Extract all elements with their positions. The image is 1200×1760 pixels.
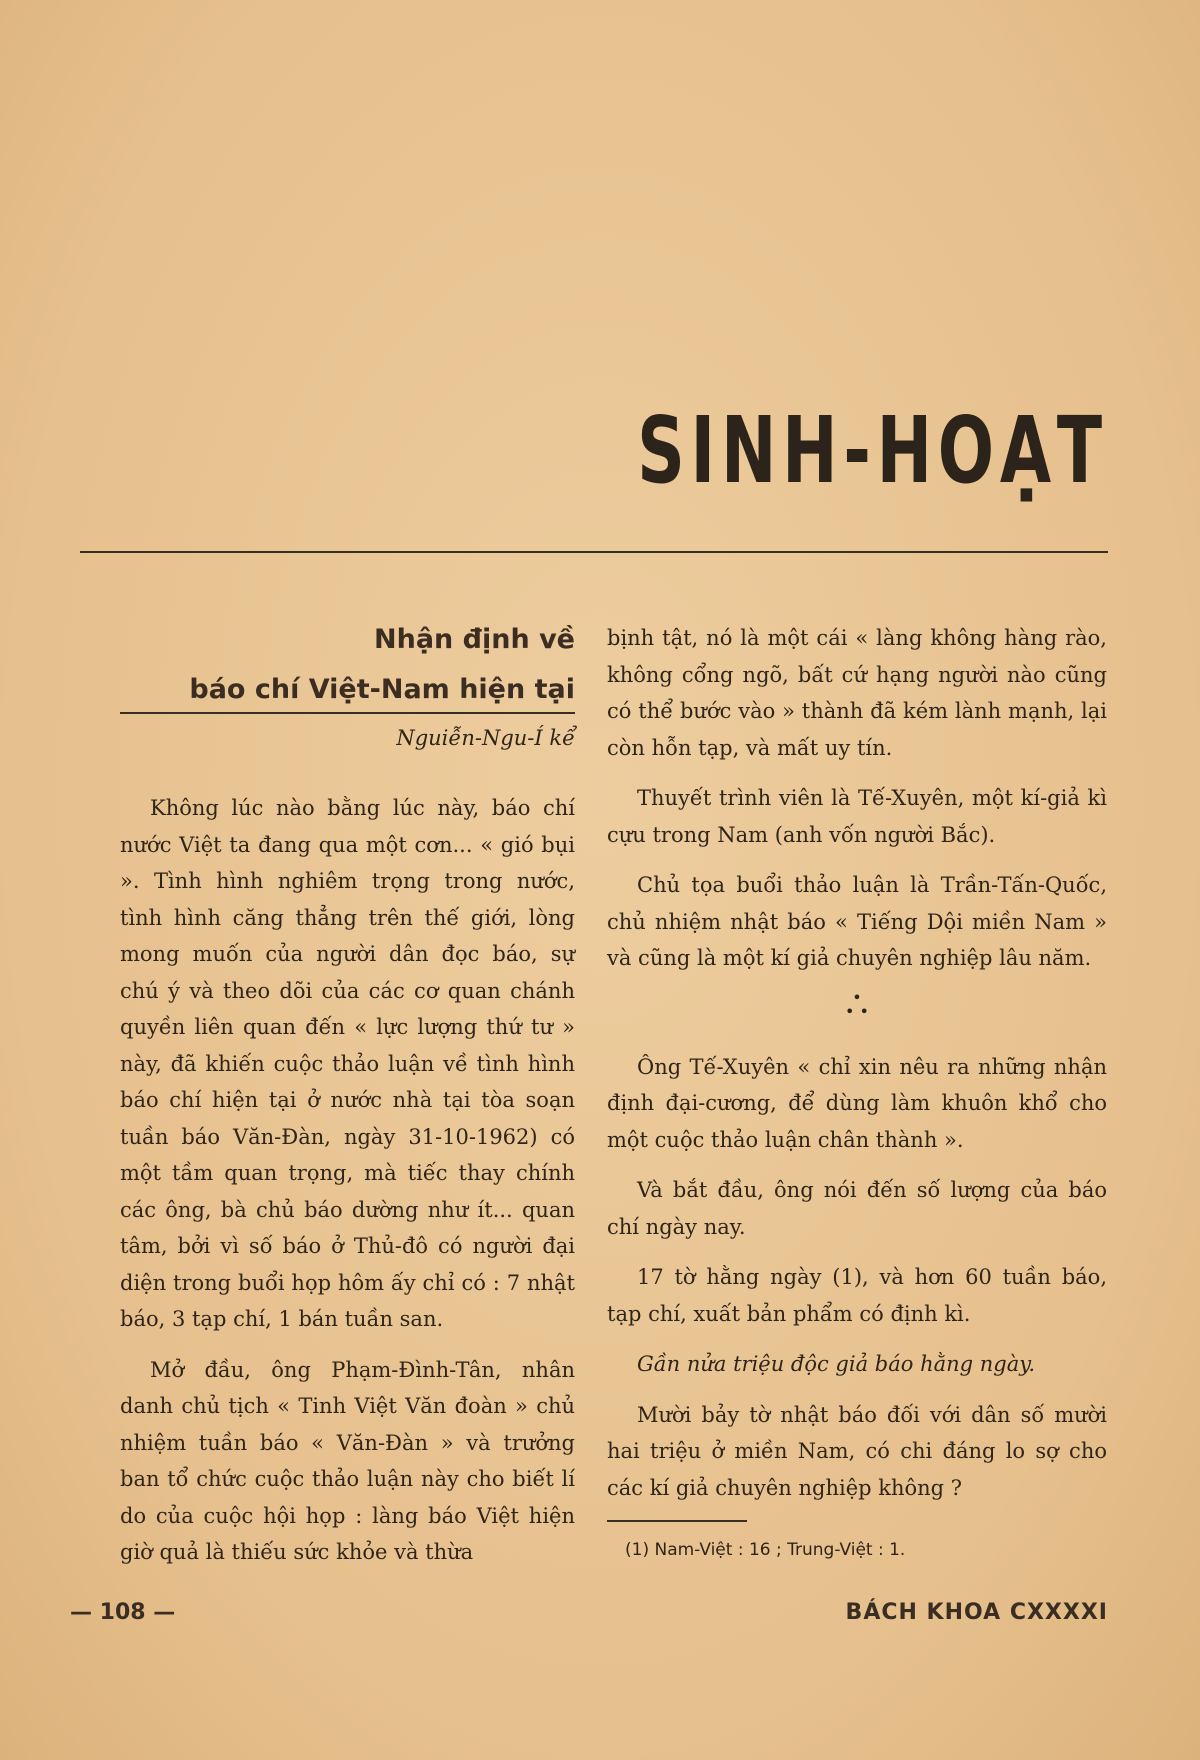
heading-rule — [120, 712, 575, 714]
right-paragraph-1: bịnh tật, nó là một cái « làng không hàng rào, không cổng ngõ, bất cứ hạng người nào cũng có thể bước vào » thành đã kém lành mạnh, lại còn hỗn tạp, và mất uy tín. — [607, 626, 1107, 760]
right-paragraph-2: Thuyết trình viên là Tế-Xuyên, một kí-giả kì cựu trong Nam (anh vốn người Bắc). — [607, 786, 1107, 847]
right-column — [607, 620, 1107, 1562]
right-paragraph-6: 17 tờ hằng ngày (1), và hơn 60 tuần báo, tạp chí, xuất bản phẩm có định kì. — [607, 1265, 1107, 1326]
section-separator — [607, 987, 1107, 1021]
footnote: (1) Nam-Việt : 16 ; Trung-Việt : 1. — [625, 1539, 906, 1560]
separator-stars-bottom: • • — [845, 1001, 869, 1021]
right-paragraph-3: Chủ tọa buổi thảo luận là Trần-Tấn-Quốc, chủ nhiệm nhật báo « Tiếng Dội miền Nam » và cũng là một kí giả chuyên nghiệp lâu năm. — [607, 873, 1107, 970]
footnote-rule — [607, 1520, 747, 1522]
right-paragraph-5: Và bắt đầu, ông nói đến số lượng của báo chí ngày nay. — [607, 1178, 1107, 1239]
page-number: — 108 — — [70, 1600, 176, 1625]
heading-line-1: Nhận định về — [374, 624, 575, 655]
article-heading — [120, 620, 575, 710]
right-paragraph-8: Mười bảy tờ nhật báo đối với dân số mười hai triệu ở miền Nam, có chi đáng lo sợ cho các kí giả chuyên nghiệp không ? — [607, 1402, 1107, 1500]
right-paragraph-7: Gần nửa triệu độc giả báo hằng ngày. — [637, 1352, 1035, 1376]
left-paragraph-1: Không lúc nào bằng lúc này, báo chí nước Việt ta đang qua một cơn... « gió bụi ». Tình hình nghiêm trọng trong nước, tình hình căng thẳng trên thế giới, lòng mong muốn của người dân đọc báo, sự chú ý và theo dõi của các cơ quan chánh quyền liên quan đến « lực lượng thứ tư » này, đã khiến cuộc thảo luận về tình hình báo chí hiện tại ở nước nhà tại tòa soạn tuần báo Văn-Đàn, ngày 31-10-1962) có một tầm quan trọng, mà tiếc thay chính các ông, bà chủ báo dường như ít... quan tâm, bởi vì số báo ở Thủ-đô có người đại diện trong buổi họp hôm ấy chỉ có : 7 nhật báo, 3 tạp chí, 1 bán tuần san. — [120, 796, 575, 1331]
article-author: Nguiễn-Ngu-Í kể — [396, 725, 575, 750]
publication-name: BÁCH KHOA CXXXXI — [845, 1600, 1108, 1625]
title-divider — [80, 551, 1108, 553]
right-paragraph-4: Ông Tế-Xuyên « chỉ xin nêu ra những nhận định đại-cương, để dùng làm khuôn khổ cho một cuộc thảo luận chân thành ». — [607, 1054, 1107, 1152]
heading-line-2: báo chí Việt-Nam hiện tại — [189, 674, 575, 705]
left-column — [120, 620, 575, 1585]
section-title: SINH-HOẠT — [637, 397, 1108, 504]
separator-star-top: • — [852, 987, 862, 1007]
left-paragraph-2: Mở đầu, ông Phạm-Đình-Tân, nhân danh chủ tịch « Tinh Việt Văn đoàn » chủ nhiệm tuần báo « Văn-Đàn » và trưởng ban tổ chức cuộc thảo luận này cho biết lí do của cuộc hội họp : làng báo Việt hiện giờ quả là thiếu sức khỏe và thừa — [120, 1357, 575, 1564]
